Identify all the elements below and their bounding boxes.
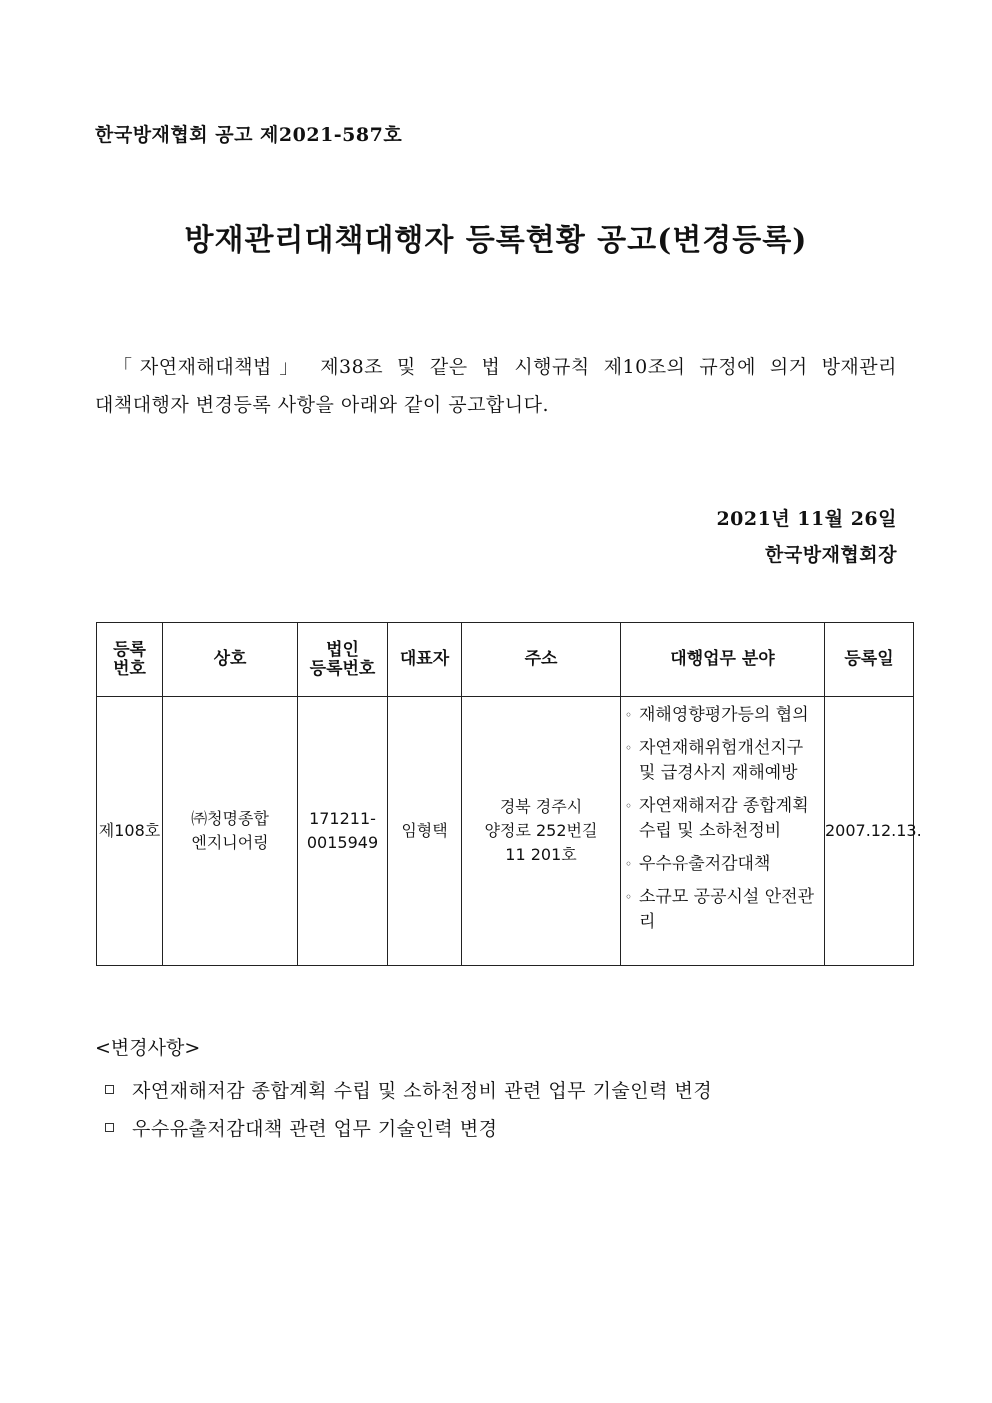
bullet-icon: ◦ — [625, 857, 633, 871]
registration-table — [96, 622, 922, 966]
changes-list — [95, 1070, 895, 1146]
task-item: ◦ 자연재해위험개선지구 및 급경사지 재해예방 — [625, 738, 804, 783]
changes-heading: <변경사항> — [95, 1037, 201, 1059]
body-line-2: 대책대행자 변경등록 사항을 아래와 같이 공고합니다. — [95, 394, 550, 416]
signer: 한국방재협회장 — [765, 544, 897, 566]
cell-reg-date: 2007.12.13. — [825, 697, 914, 966]
table-header-row — [97, 623, 914, 697]
bullet-icon: ◦ — [625, 708, 633, 722]
square-bullet-icon — [105, 1085, 114, 1094]
cell-ceo: 임형택 — [388, 697, 462, 966]
header-ceo: 대표자 — [388, 623, 462, 697]
square-bullet-icon — [105, 1123, 114, 1132]
cell-company: ㈜청명종합 엔지니어링 — [163, 697, 298, 966]
document-title: 방재관리대책대행자 등록현황 공고(변경등록) — [184, 223, 808, 258]
header-reg-no: 등록 번호 — [97, 623, 163, 697]
list-item: 자연재해저감 종합계획 수립 및 소하천정비 관련 업무 기술인력 변경 — [95, 1070, 895, 1108]
bullet-icon: ◦ — [625, 890, 633, 904]
task-item: ◦ 자연재해저감 종합계획 수립 및 소하천정비 — [625, 796, 809, 841]
bullet-icon: ◦ — [625, 799, 633, 813]
cell-corp-no: 171211- 0015949 — [298, 697, 388, 966]
task-item: ◦ 소규모 공공시설 안전관리 — [625, 887, 815, 932]
notice-number: 한국방재협회 공고 제2021-587호 — [95, 124, 403, 146]
header-company: 상호 — [163, 623, 298, 697]
bullet-icon: ◦ — [625, 741, 633, 755]
table-row — [97, 697, 914, 966]
task-item: ◦ 재해영향평가등의 협의 — [625, 703, 822, 728]
cell-address: 경북 경주시 양정로 252번길 11 201호 — [462, 697, 621, 966]
list-item: 우수유출저감대책 관련 업무 기술인력 변경 — [95, 1108, 895, 1146]
header-address: 주소 — [462, 623, 621, 697]
cell-tasks — [621, 697, 825, 966]
body-paragraph — [95, 348, 897, 424]
header-reg-date: 등록일 — [825, 623, 914, 697]
header-corp-no: 법인 등록번호 — [298, 623, 388, 697]
cell-reg-no: 제108호 — [97, 697, 163, 966]
task-item: ◦ 우수유출저감대책 — [625, 852, 822, 877]
announcement-date: 2021년 11월 26일 — [716, 508, 897, 530]
body-line-1: 「자연재해대책법」 제38조 및 같은 법 시행규칙 제10조의 규정에 의거 방재관리 — [113, 356, 897, 378]
header-tasks: 대행업무 분야 — [621, 623, 825, 697]
